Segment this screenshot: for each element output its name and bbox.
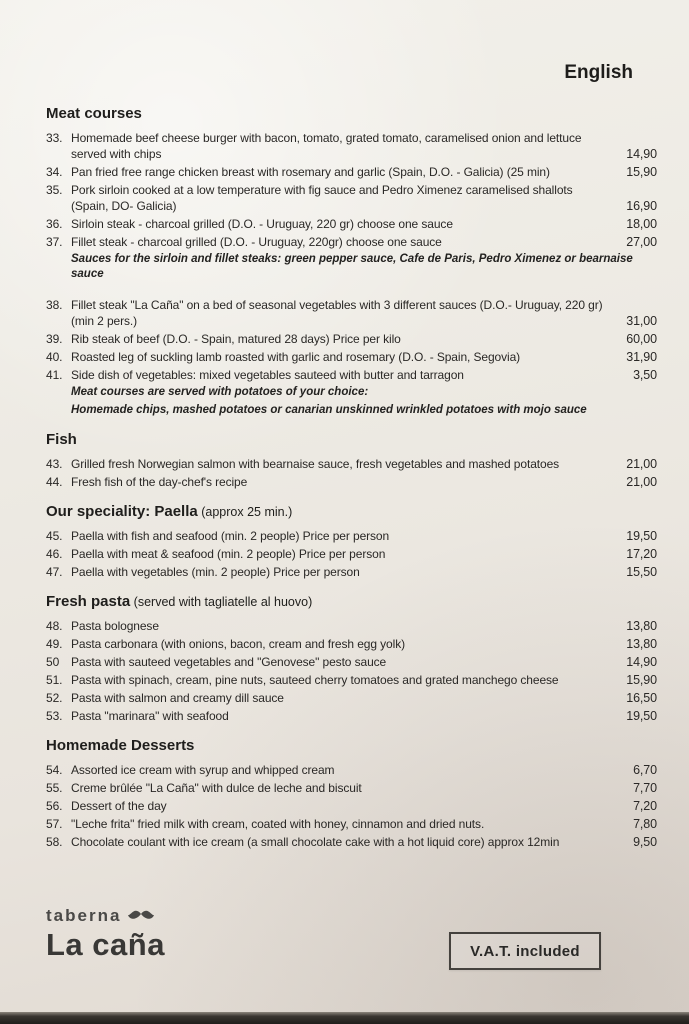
vat-included-box	[449, 932, 601, 970]
menu-item	[46, 130, 657, 162]
menu-item	[46, 636, 657, 652]
item-price: 16,90	[626, 199, 657, 213]
menu-section	[46, 736, 657, 850]
section-title-note: (approx 25 min.)	[197, 505, 293, 519]
menu-item	[46, 834, 657, 850]
item-price: 31,00	[626, 314, 657, 328]
menu-item	[46, 331, 657, 347]
item-number: 54.	[46, 763, 63, 777]
menu-section	[46, 104, 657, 418]
item-number: 44.	[46, 475, 63, 489]
menu-item	[46, 234, 657, 250]
section-title-text: Fresh pasta	[46, 593, 131, 610]
menu-item	[46, 367, 657, 383]
item-price: 16,50	[626, 691, 657, 705]
item-number: 50	[46, 655, 60, 669]
item-price: 13,80	[626, 619, 657, 633]
menu-item	[46, 546, 657, 562]
menu-item	[46, 297, 657, 329]
item-price: 21,00	[626, 475, 657, 489]
language-label: English	[564, 62, 633, 83]
item-price: 15,90	[626, 673, 657, 687]
section-title	[46, 736, 657, 756]
item-number: 37.	[46, 235, 63, 249]
menu-item	[46, 164, 657, 180]
item-number: 51.	[46, 673, 63, 687]
mustache-icon	[128, 910, 154, 922]
item-number: 36.	[46, 217, 63, 231]
item-text: Pasta carbonara (with onions, bacon, cream and fresh egg yolk)	[71, 637, 405, 651]
section-title-text: Meat courses	[46, 105, 142, 122]
menu-item	[46, 618, 657, 634]
item-number: 56.	[46, 799, 63, 813]
item-price: 19,50	[626, 529, 657, 543]
item-number: 58.	[46, 835, 63, 849]
item-number: 57.	[46, 817, 63, 831]
menu-item	[46, 690, 657, 706]
item-text: Side dish of vegetables: mixed vegetables sauteed with butter and tarragon	[71, 368, 464, 382]
menu-item	[46, 528, 657, 544]
item-number: 49.	[46, 637, 63, 651]
item-price: 7,70	[633, 781, 657, 795]
logo-word-lacana: La caña	[46, 927, 165, 962]
item-number: 38.	[46, 298, 63, 312]
menu-section	[46, 430, 657, 490]
item-text: Sirloin steak - charcoal grilled (D.O. - Uruguay, 220 gr) choose one sauce	[71, 217, 453, 231]
item-text: Paella with fish and seafood (min. 2 people) Price per person	[71, 529, 390, 543]
menu-item	[46, 708, 657, 724]
item-number: 39.	[46, 332, 63, 346]
item-text: Paella with meat & seafood (min. 2 people) Price per person	[71, 547, 386, 561]
item-text: "Leche frita" fried milk with cream, coated with honey, cinnamon and dried nuts.	[71, 817, 485, 831]
menu-section	[46, 502, 657, 580]
item-number: 53.	[46, 709, 63, 723]
item-price: 6,70	[633, 763, 657, 777]
logo-word-taberna	[46, 906, 165, 926]
item-price: 31,90	[626, 350, 657, 364]
section-title-text: Homemade Desserts	[46, 737, 195, 754]
item-number: 33.	[46, 131, 63, 145]
menu-item	[46, 672, 657, 688]
menu-note: Sauces for the sirloin and fillet steaks: green pepper sauce, Cafe de Paris, Pedro Ximenez or bearnaise sauce	[71, 253, 633, 280]
menu-item	[46, 474, 657, 490]
menu-section	[46, 592, 657, 724]
menu-item	[46, 762, 657, 778]
menu-note: Homemade chips, mashed potatoes or canarian unskinned wrinkled potatoes with mojo sauce	[71, 404, 587, 416]
item-text: Roasted leg of suckling lamb roasted with garlic and rosemary (D.O. - Spain, Segovia)	[71, 350, 521, 364]
item-price: 15,50	[626, 565, 657, 579]
menu-item	[46, 816, 657, 832]
item-price: 7,20	[633, 799, 657, 813]
item-text: Fresh fish of the day-chef's recipe	[71, 475, 248, 489]
item-text: Pasta "marinara" with seafood	[71, 709, 229, 723]
section-title	[46, 502, 657, 522]
menu-item	[46, 349, 657, 365]
item-price: 13,80	[626, 637, 657, 651]
item-text: Pasta bolognese	[71, 619, 159, 633]
section-title-note: (served with tagliatelle al huovo)	[130, 595, 313, 609]
item-price: 18,00	[626, 217, 657, 231]
item-number: 43.	[46, 457, 63, 471]
item-text: Pork sirloin cooked at a low temperature with fig sauce and Pedro Ximenez caramelised shallots (Spain, DO- Galicia)	[71, 183, 573, 213]
item-text: Creme brûlée "La Caña" with dulce de leche and biscuit	[71, 781, 362, 795]
restaurant-logo	[46, 906, 165, 963]
menu-item	[46, 182, 657, 214]
menu-item	[46, 564, 657, 580]
menu-item	[46, 654, 657, 670]
item-price: 27,00	[626, 235, 657, 249]
item-text: Pan fried free range chicken breast with rosemary and garlic (Spain, D.O. - Galicia) (25 min)	[71, 165, 550, 179]
logo-top-text: taberna	[46, 906, 122, 925]
item-number: 40.	[46, 350, 63, 364]
section-title-text: Our speciality: Paella	[46, 503, 198, 520]
menu-note: Meat courses are served with potatoes of your choice:	[71, 386, 369, 398]
menu-item	[46, 798, 657, 814]
item-text: Pasta with sauteed vegetables and "Genovese" pesto sauce	[71, 655, 387, 669]
section-title	[46, 430, 657, 450]
item-price: 14,90	[626, 147, 657, 161]
item-price: 19,50	[626, 709, 657, 723]
item-price: 14,90	[626, 655, 657, 669]
item-number: 48.	[46, 619, 63, 633]
item-number: 35.	[46, 183, 63, 197]
item-text: Grilled fresh Norwegian salmon with bearnaise sauce, fresh vegetables and mashed potatoes	[71, 457, 560, 471]
item-number: 47.	[46, 565, 63, 579]
item-text: Homemade beef cheese burger with bacon, tomato, grated tomato, caramelised onion and lettuce served with chips	[71, 131, 582, 161]
item-number: 34.	[46, 165, 63, 179]
item-text: Rib steak of beef (D.O. - Spain, matured 28 days) Price per kilo	[71, 332, 401, 346]
photo-bottom-edge	[0, 1012, 689, 1024]
vat-label: V.A.T. included	[470, 942, 580, 960]
menu-sections	[46, 104, 657, 852]
item-text: Assorted ice cream with syrup and whipped cream	[71, 763, 335, 777]
item-price: 9,50	[633, 835, 657, 849]
section-title	[46, 104, 657, 124]
item-number: 41.	[46, 368, 63, 382]
item-text: Fillet steak "La Caña" on a bed of seasonal vegetables with 3 different sauces (D.O.- Uruguay, 220 gr) (min 2 pers.)	[71, 298, 603, 328]
section-title-text: Fish	[46, 431, 77, 448]
item-number: 46.	[46, 547, 63, 561]
menu-item	[46, 216, 657, 232]
item-price: 60,00	[626, 332, 657, 346]
item-text: Pasta with salmon and creamy dill sauce	[71, 691, 284, 705]
item-text: Paella with vegetables (min. 2 people) Price per person	[71, 565, 360, 579]
item-number: 45.	[46, 529, 63, 543]
item-number: 52.	[46, 691, 63, 705]
item-price: 21,00	[626, 457, 657, 471]
item-text: Chocolate coulant with ice cream (a small chocolate cake with a hot liquid core) approx 12min	[71, 835, 560, 849]
item-price: 7,80	[633, 817, 657, 831]
section-title	[46, 592, 657, 612]
item-text: Dessert of the day	[71, 799, 167, 813]
item-text: Pasta with spinach, cream, pine nuts, sauteed cherry tomatoes and grated manchego cheese	[71, 673, 559, 687]
item-price: 15,90	[626, 165, 657, 179]
item-price: 17,20	[626, 547, 657, 561]
menu-item	[46, 456, 657, 472]
menu-item	[46, 780, 657, 796]
item-number: 55.	[46, 781, 63, 795]
item-price: 3,50	[633, 368, 657, 382]
item-text: Fillet steak - charcoal grilled (D.O. - Uruguay, 220gr) choose one sauce	[71, 235, 442, 249]
row-gap	[46, 285, 657, 297]
